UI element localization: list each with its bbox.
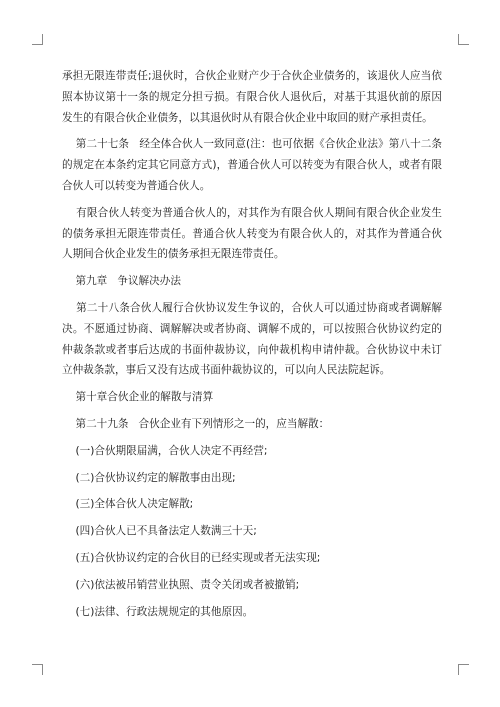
paragraph-withdrawal-liability: 承担无限连带责任;退伙时，合伙企业财产少于合伙企业债务的，该退伙人应当依照本协议第十一条的规定分担亏损。有限合伙人退伙后，对基于其退伙前的原因发生的有限合伙企业债务，以其退伙时从有限合伙企业中取回的财产承担责任。 [62,70,442,124]
list-item-dissolution-7: (七)法律、行政法规规定的其他原因。 [62,605,254,618]
crop-mark-top-left [32,34,43,45]
paragraph-article-29: 第二十九条 合伙企业有下列情形之一的，应当解散： [62,417,330,430]
chapter-9-heading: 第九章 争议解决办法 [62,275,181,288]
paragraph-article-27: 第二十七条 经全体合伙人一致同意(注：也可依据《合伙企业法》第八十二条的规定在本条约定其它同意方式)，普通合伙人可以转变为有限合伙人，或者有限合伙人可以转变为普通合伙人。 [62,138,442,192]
chapter-10-heading: 第十章合伙企业的解散与清算 [62,391,214,404]
crop-mark-top-right [458,34,469,45]
list-item-dissolution-3: (三)全体合伙人决定解散; [62,498,194,511]
paragraph-conversion-liability: 有限合伙人转变为普通合伙人的，对其作为有限合伙人期间有限合伙企业发生的债务承担无限连带责任。普通合伙人转变为有限合伙人的，对其作为普通合伙人期间合伙企业发生的债务承担无限连带责任。 [62,206,442,261]
list-item-dissolution-2: (二)合伙协议约定的解散事由出现; [62,471,236,484]
crop-mark-bottom-left [32,664,43,675]
document-body [62,66,442,622]
crop-mark-bottom-right [458,664,469,675]
list-item-dissolution-4: (四)合伙人已不具备法定人数满三十天; [62,525,257,538]
list-item-dissolution-6: (六)依法被吊销营业执照、责令关闭或者被撤销; [62,578,300,591]
paragraph-article-28: 第二十八条合伙人履行合伙协议发生争议的，合伙人可以通过协商或者调解解决。不愿通过协商、调解解决或者协商、调解不成的，可以按照合伙协议约定的仲裁条款或者事后达成的书面仲裁协议，向仲裁机构申请仲裁。合伙协议中未订立仲裁条款，事后又没有达成书面仲裁协议的，可以向人民法院起诉。 [62,301,442,377]
list-item-dissolution-1: (一)合伙期限届满，合伙人决定不再经营; [62,444,268,457]
list-item-dissolution-5: (五)合伙协议约定的合伙目的已经实现或者无法实现; [62,551,321,564]
